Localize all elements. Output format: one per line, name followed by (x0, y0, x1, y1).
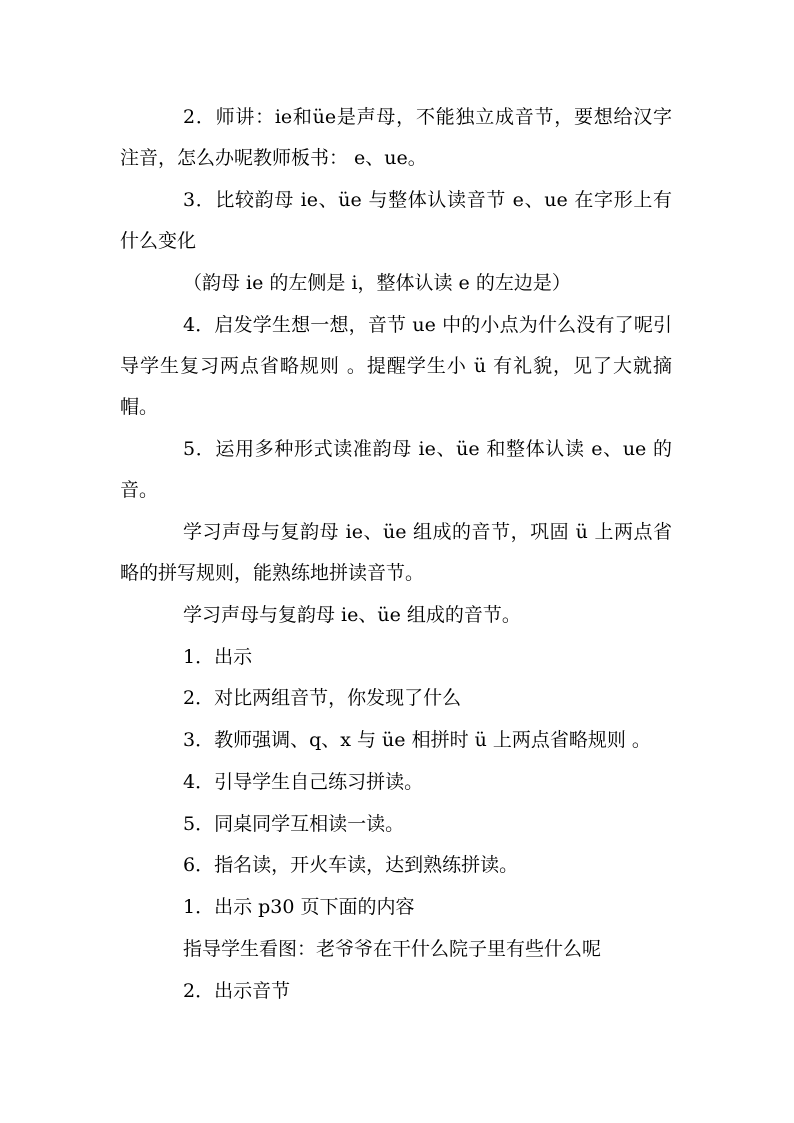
paragraph-list-4-practice: 4．引导学生自己练习拼读。 (183, 771, 424, 793)
paragraph-step-2-teacher-explains: 2．师讲：ie和üe是声母，不能独立成音节，要想给汉字注音，怎么办呢教师板书： e、ue。 (120, 106, 672, 169)
paragraph-parenthetical-note: （韵母 ie 的左侧是 i，整体认读 e 的左边是） (183, 272, 571, 294)
paragraph-guide-picture: 指导学生看图：老爷爷在干什么院子里有些什么呢 (183, 938, 602, 960)
paragraph-step-3-compare: 3．比较韵母 ie、üe 与整体认读音节 e、ue 在字形上有什么变化 (120, 189, 672, 252)
paragraph-show-p30: 1．出示 p30 页下面的内容 (183, 896, 415, 918)
paragraph-list-3-emphasize: 3．教师强调、q、x 与 üe 相拼时 ü 上两点省略规则 。 (183, 729, 651, 751)
paragraph-list-1-show: 1．出示 (183, 646, 253, 668)
paragraph-list-2-compare: 2．对比两组音节，你发现了什么 (183, 687, 462, 709)
paragraph-list-6-read-aloud: 6．指名读，开火车读，达到熟练拼读。 (183, 854, 519, 876)
paragraph-learning-goal: 学习声母与复韵母 ie、üe 组成的音节，巩固 ü 上两点省略的拼写规则，能熟练地拼读音节。 (120, 521, 672, 584)
paragraph-show-syllables: 2．出示音节 (183, 980, 291, 1002)
paragraph-step-4-inspire: 4．启发学生想一想，音节 ue 中的小点为什么没有了呢引导学生复习两点省略规则 。提醒学生小 ü 有礼貌，见了大就摘帽。 (120, 314, 672, 418)
paragraph-step-5-read: 5．运用多种形式读准韵母 ie、üe 和整体认读 e、ue 的音。 (120, 438, 672, 501)
paragraph-list-5-desk-mate: 5．同桌同学互相读一读。 (183, 813, 405, 835)
paragraph-learning-focus: 学习声母与复韵母 ie、üe 组成的音节。 (183, 604, 521, 626)
